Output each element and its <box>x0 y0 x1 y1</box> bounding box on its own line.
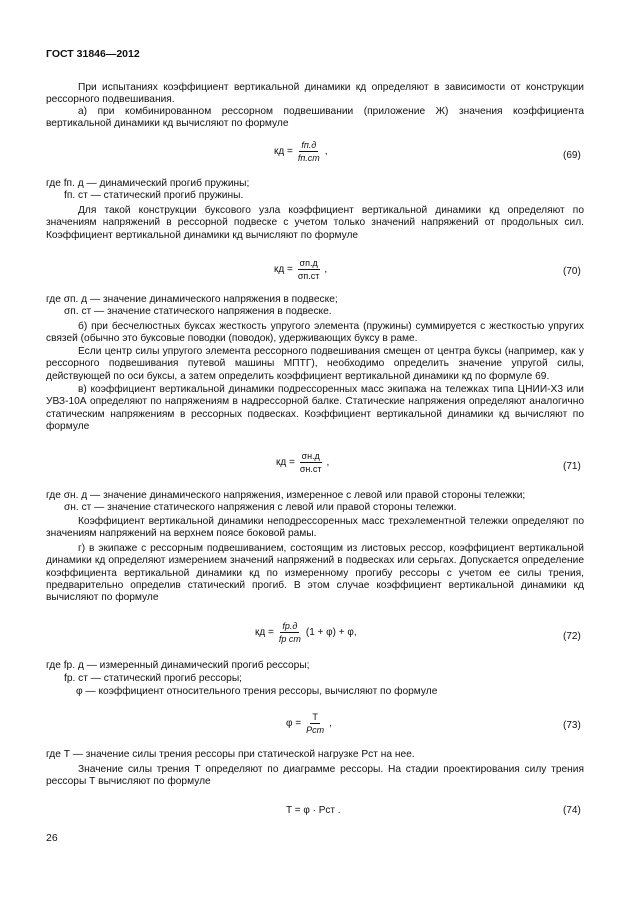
formula-lhs: кд <box>255 627 266 638</box>
formula-tail: , <box>324 264 328 275</box>
formula-number-70: (70) <box>563 266 581 277</box>
formula-number-73: (73) <box>563 720 581 731</box>
formula-denominator: fр ст <box>278 634 301 644</box>
definition-69-2: fп. ст — статический прогиб пружины. <box>64 190 244 201</box>
formula-tail: , <box>324 146 328 157</box>
paragraph-unsprung: Коэффициент вертикальной динамики неподрессоренных масс трехэлементной тележки определяют по значениям напряжений на верхнем поясе боковой рамы. <box>46 516 584 540</box>
paragraph-b: б) при бесчелюстных буксах жесткость упругого элемента (пружины) суммируется с жесткостью упругих связей (обычно это буксовые поводки (поводок), удерживающих буксу в раме. <box>46 321 584 345</box>
formula-number-71: (71) <box>563 461 581 472</box>
paragraph-d: г) в экипаже с рессорным подвешиванием, состоящим из листовых рессор, коэффициент вертикальной динамики кд определяют измерением значений напряжений в подвесках или серьгах. Допускается определение коэффициента вертикальной динамики кд по измеренному прогибу рессоры с учетом ее силы трения, предварительно определив статический прогиб. В этом случае коэффициент вертикальной динамики кд вычисляют по формуле <box>46 543 584 604</box>
formula-lhs: кд <box>276 457 287 468</box>
definition-72-2: fр. ст — статический прогиб рессоры; <box>64 673 242 684</box>
page-number: 26 <box>46 832 58 844</box>
definition-69-1: где fп. д — динамический прогиб пружины; <box>46 178 250 189</box>
formula-69: кд = $\frac{fп.д}{fп.ст}$ , <box>274 140 328 163</box>
paragraph-intro: При испытаниях коэффициент вертикальной динамики кд определяют в зависимости от конструкции рессорного подвешивания. <box>46 82 584 106</box>
formula-number-74: (74) <box>563 805 581 816</box>
paragraph-offset: Если центр силы упругого элемента рессорного подвешивания смещен от центра буксы (например, как у рессорного подвешивания путевой машины МПТГ), необходимо определить значение упругой силы, действующей по оси буксы, а затем определить коэффициент вертикальной динамики кд по формуле 69. <box>46 346 584 382</box>
formula-lhs: кд <box>274 146 285 157</box>
paragraph-bushing: Для такой конструкции буксового узла коэффициент вертикальной динамики кд определяют по значениям напряжений в рессорной подвеске с учетом только значений напряжений от продольных сил. Коэффициент вертикальной динамики кд вычисляют по формуле <box>46 205 584 241</box>
definition-70-1: где σп. д — значение динамического напряжения в подвеске; <box>46 294 338 305</box>
paragraph-c: в) коэффициент вертикальной динамики подрессоренных масс экипажа на тележках типа ЦНИИ-Х3 или УВЗ-10А определяют по напряжениям в надрессорной балке. Статические напряжения определяют аналогично статическим напряжениям в рессорных подвесках. Коэффициент вертикальной динамики кд вычисляют по формуле <box>46 384 584 432</box>
formula-denominator: σп.ст <box>297 271 320 281</box>
formula-74: T = φ · Pст . <box>286 805 341 816</box>
paragraph-friction-design: Значение силы трения Т определяют по диаграмме рессоры. На стадии проектирования силу трения рессоры Т вычисляют по формуле <box>46 764 584 788</box>
formula-numerator: fп.д <box>301 140 317 150</box>
definition-72-3: φ — коэффициент относительного трения рессоры, вычисляют по формуле <box>76 686 438 697</box>
formula-71: кд = $\frac{\sigma н.д}{\sigma н.ст}$ , <box>276 451 330 474</box>
formula-number-72: (72) <box>563 631 581 642</box>
formula-numerator: T <box>312 712 318 722</box>
definition-70-2: σп. ст — значение статического напряжения в подвеске. <box>64 306 332 317</box>
paragraph-friction: где Т — значение силы трения рессоры при статической нагрузке Pст на нее. <box>46 749 415 760</box>
definition-72-1: где fр. д — измеренный динамический прогиб рессоры; <box>46 660 310 671</box>
formula-number-69: (69) <box>563 150 581 161</box>
formula-73: φ = $\frac{T}{\text{Pст}}$ , <box>286 712 332 735</box>
formula-lhs: кд <box>274 264 285 275</box>
formula-70: кд = $\frac{\sigma п.д}{\sigma п.ст}$ , <box>274 258 328 281</box>
formula-denominator: fп.ст <box>297 153 320 163</box>
paragraph-a: а) при комбинированном рессорном подвешивании (приложение Ж) значения коэффициента вертикальной динамики кд вычисляют по формуле <box>46 106 584 130</box>
definition-71-2: σн. ст — значение статического напряжения с левой или правой стороны тележки. <box>64 502 457 513</box>
formula-tail: (1 + φ) + φ, <box>305 627 357 638</box>
formula-numerator: fр.д <box>282 621 298 631</box>
formula-denominator: Pст <box>306 725 325 735</box>
definition-71-1: где σн. д — значение динамического напряжения, измеренное с левой или правой стороны тележки; <box>46 490 526 501</box>
formula-tail: , <box>326 457 330 468</box>
formula-denominator: σн.ст <box>299 464 322 474</box>
formula-numerator: σп.д <box>299 258 318 268</box>
formula-72: кд = $\frac{fр.д}{\text{fр ст}}$ (1 + φ) + φ, <box>255 621 357 644</box>
formula-tail: , <box>329 718 332 729</box>
document-header: ГОСТ 31846—2012 <box>46 48 140 60</box>
formula-numerator: σн.д <box>301 451 320 461</box>
formula-lhs: φ <box>286 718 293 729</box>
